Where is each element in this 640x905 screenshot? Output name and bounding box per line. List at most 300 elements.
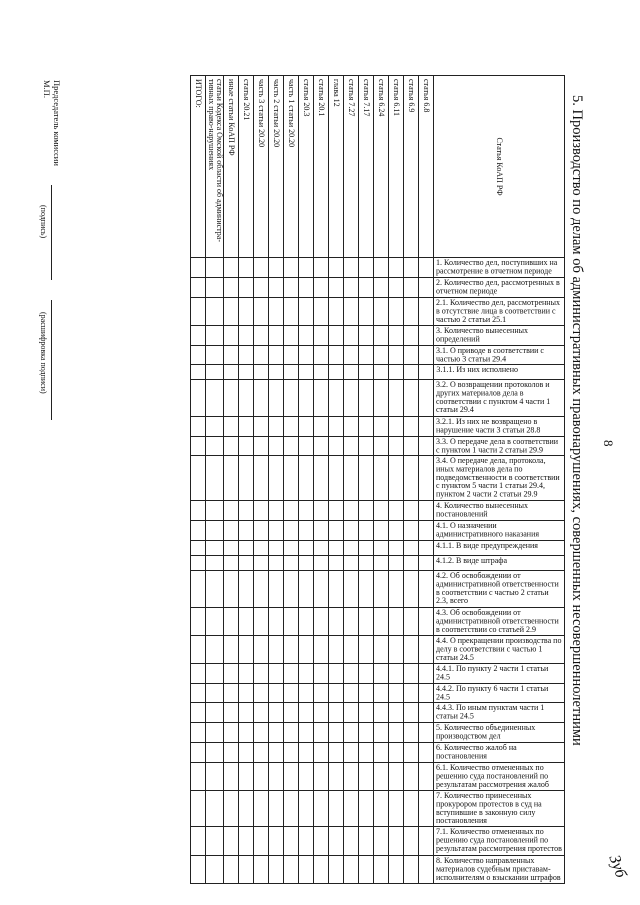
data-cell[interactable] [329,570,344,607]
data-cell[interactable] [329,380,344,417]
data-cell[interactable] [254,723,269,743]
data-cell[interactable] [344,365,359,380]
data-cell[interactable] [329,790,344,827]
data-cell[interactable] [359,258,374,278]
data-cell[interactable] [254,345,269,365]
data-cell[interactable] [269,663,284,683]
data-cell[interactable] [254,762,269,790]
data-cell[interactable] [224,365,239,380]
data-cell[interactable] [314,762,329,790]
data-cell[interactable] [224,380,239,417]
data-cell[interactable] [269,416,284,436]
data-cell[interactable] [314,607,329,635]
data-cell[interactable] [344,297,359,325]
data-cell[interactable] [404,570,419,607]
data-cell[interactable] [419,501,434,521]
data-cell[interactable] [269,790,284,827]
data-cell[interactable] [224,663,239,683]
data-cell[interactable] [284,703,299,723]
data-cell[interactable] [419,555,434,570]
data-cell[interactable] [329,635,344,663]
data-cell[interactable] [299,416,314,436]
data-cell[interactable] [239,762,254,790]
data-cell[interactable] [344,325,359,345]
data-cell[interactable] [299,365,314,380]
data-cell[interactable] [239,742,254,762]
data-cell[interactable] [206,742,224,762]
data-cell[interactable] [269,456,284,501]
data-cell[interactable] [206,555,224,570]
data-cell[interactable] [239,663,254,683]
data-cell[interactable] [314,325,329,345]
data-cell[interactable] [389,436,404,456]
data-cell[interactable] [254,790,269,827]
data-cell[interactable] [419,380,434,417]
data-cell[interactable] [254,380,269,417]
data-cell[interactable] [254,258,269,278]
data-cell[interactable] [344,663,359,683]
data-cell[interactable] [329,762,344,790]
data-cell[interactable] [269,742,284,762]
data-cell[interactable] [374,436,389,456]
data-cell[interactable] [344,345,359,365]
data-cell[interactable] [314,663,329,683]
data-cell[interactable] [389,345,404,365]
data-cell[interactable] [344,723,359,743]
data-cell[interactable] [224,436,239,456]
data-cell[interactable] [389,555,404,570]
data-cell[interactable] [329,742,344,762]
data-cell[interactable] [374,723,389,743]
data-cell[interactable] [254,683,269,703]
data-cell[interactable] [239,345,254,365]
data-cell[interactable] [191,703,206,723]
data-cell[interactable] [239,855,254,883]
data-cell[interactable] [344,258,359,278]
data-cell[interactable] [191,436,206,456]
data-cell[interactable] [254,456,269,501]
data-cell[interactable] [359,297,374,325]
data-cell[interactable] [329,277,344,297]
data-cell[interactable] [269,635,284,663]
data-cell[interactable] [374,416,389,436]
data-cell[interactable] [239,380,254,417]
data-cell[interactable] [206,683,224,703]
data-cell[interactable] [224,723,239,743]
data-cell[interactable] [344,703,359,723]
data-cell[interactable] [359,555,374,570]
data-cell[interactable] [329,456,344,501]
data-cell[interactable] [191,723,206,743]
data-cell[interactable] [206,703,224,723]
data-cell[interactable] [344,456,359,501]
data-cell[interactable] [254,540,269,555]
data-cell[interactable] [284,521,299,541]
data-cell[interactable] [191,258,206,278]
data-cell[interactable] [284,325,299,345]
data-cell[interactable] [284,635,299,663]
data-cell[interactable] [329,436,344,456]
data-cell[interactable] [404,365,419,380]
data-cell[interactable] [239,436,254,456]
data-cell[interactable] [269,501,284,521]
data-cell[interactable] [269,325,284,345]
data-cell[interactable] [206,570,224,607]
data-cell[interactable] [404,663,419,683]
data-cell[interactable] [269,540,284,555]
data-cell[interactable] [374,855,389,883]
data-cell[interactable] [254,635,269,663]
data-cell[interactable] [224,325,239,345]
data-cell[interactable] [374,790,389,827]
data-cell[interactable] [284,570,299,607]
data-cell[interactable] [389,416,404,436]
data-cell[interactable] [284,258,299,278]
data-cell[interactable] [254,277,269,297]
data-cell[interactable] [206,762,224,790]
data-cell[interactable] [254,742,269,762]
data-cell[interactable] [374,635,389,663]
data-cell[interactable] [389,827,404,855]
data-cell[interactable] [314,635,329,663]
data-cell[interactable] [284,607,299,635]
data-cell[interactable] [329,258,344,278]
data-cell[interactable] [224,683,239,703]
data-cell[interactable] [344,540,359,555]
data-cell[interactable] [359,607,374,635]
data-cell[interactable] [374,456,389,501]
data-cell[interactable] [314,790,329,827]
data-cell[interactable] [191,456,206,501]
data-cell[interactable] [314,540,329,555]
data-cell[interactable] [389,855,404,883]
data-cell[interactable] [284,416,299,436]
data-cell[interactable] [419,521,434,541]
data-cell[interactable] [314,723,329,743]
data-cell[interactable] [404,345,419,365]
data-cell[interactable] [314,703,329,723]
data-cell[interactable] [224,540,239,555]
data-cell[interactable] [254,827,269,855]
data-cell[interactable] [284,380,299,417]
data-cell[interactable] [389,635,404,663]
data-cell[interactable] [404,521,419,541]
data-cell[interactable] [344,416,359,436]
data-cell[interactable] [344,501,359,521]
data-cell[interactable] [191,297,206,325]
data-cell[interactable] [239,277,254,297]
data-cell[interactable] [206,456,224,501]
data-cell[interactable] [359,501,374,521]
data-cell[interactable] [224,297,239,325]
data-cell[interactable] [389,742,404,762]
data-cell[interactable] [206,365,224,380]
data-cell[interactable] [314,380,329,417]
data-cell[interactable] [359,325,374,345]
data-cell[interactable] [299,635,314,663]
data-cell[interactable] [239,570,254,607]
data-cell[interactable] [224,345,239,365]
data-cell[interactable] [314,855,329,883]
data-cell[interactable] [404,762,419,790]
data-cell[interactable] [191,635,206,663]
data-cell[interactable] [284,762,299,790]
data-cell[interactable] [284,742,299,762]
data-cell[interactable] [224,703,239,723]
data-cell[interactable] [374,540,389,555]
data-cell[interactable] [191,663,206,683]
data-cell[interactable] [284,540,299,555]
data-cell[interactable] [206,723,224,743]
data-cell[interactable] [239,555,254,570]
data-cell[interactable] [284,345,299,365]
data-cell[interactable] [404,540,419,555]
data-cell[interactable] [419,723,434,743]
data-cell[interactable] [299,380,314,417]
data-cell[interactable] [206,436,224,456]
data-cell[interactable] [359,365,374,380]
data-cell[interactable] [284,501,299,521]
data-cell[interactable] [299,742,314,762]
data-cell[interactable] [191,416,206,436]
data-cell[interactable] [314,501,329,521]
data-cell[interactable] [389,790,404,827]
data-cell[interactable] [254,607,269,635]
data-cell[interactable] [404,827,419,855]
data-cell[interactable] [329,345,344,365]
data-cell[interactable] [224,742,239,762]
data-cell[interactable] [254,570,269,607]
data-cell[interactable] [239,297,254,325]
data-cell[interactable] [191,501,206,521]
data-cell[interactable] [404,456,419,501]
data-cell[interactable] [224,827,239,855]
data-cell[interactable] [314,277,329,297]
data-cell[interactable] [329,607,344,635]
data-cell[interactable] [389,297,404,325]
data-cell[interactable] [224,258,239,278]
data-cell[interactable] [239,258,254,278]
data-cell[interactable] [254,663,269,683]
data-cell[interactable] [404,855,419,883]
data-cell[interactable] [254,365,269,380]
data-cell[interactable] [299,723,314,743]
data-cell[interactable] [329,501,344,521]
data-cell[interactable] [206,827,224,855]
data-cell[interactable] [359,416,374,436]
data-cell[interactable] [389,501,404,521]
data-cell[interactable] [191,540,206,555]
data-cell[interactable] [299,827,314,855]
data-cell[interactable] [344,762,359,790]
data-cell[interactable] [224,456,239,501]
data-cell[interactable] [206,521,224,541]
data-cell[interactable] [374,570,389,607]
data-cell[interactable] [404,683,419,703]
data-cell[interactable] [389,570,404,607]
data-cell[interactable] [269,723,284,743]
data-cell[interactable] [269,365,284,380]
data-cell[interactable] [404,790,419,827]
data-cell[interactable] [314,456,329,501]
data-cell[interactable] [344,827,359,855]
data-cell[interactable] [374,607,389,635]
data-cell[interactable] [299,521,314,541]
data-cell[interactable] [314,742,329,762]
data-cell[interactable] [374,663,389,683]
data-cell[interactable] [206,345,224,365]
data-cell[interactable] [344,555,359,570]
data-cell[interactable] [419,683,434,703]
data-cell[interactable] [389,258,404,278]
data-cell[interactable] [254,521,269,541]
data-cell[interactable] [314,827,329,855]
data-cell[interactable] [206,297,224,325]
data-cell[interactable] [389,325,404,345]
data-cell[interactable] [299,663,314,683]
data-cell[interactable] [284,555,299,570]
data-cell[interactable] [344,683,359,703]
data-cell[interactable] [269,380,284,417]
data-cell[interactable] [419,277,434,297]
data-cell[interactable] [314,365,329,380]
data-cell[interactable] [206,790,224,827]
data-cell[interactable] [269,762,284,790]
data-cell[interactable] [206,635,224,663]
data-cell[interactable] [191,277,206,297]
data-cell[interactable] [389,456,404,501]
data-cell[interactable] [329,325,344,345]
data-cell[interactable] [284,683,299,703]
data-cell[interactable] [254,297,269,325]
data-cell[interactable] [284,297,299,325]
data-cell[interactable] [419,258,434,278]
data-cell[interactable] [224,555,239,570]
data-cell[interactable] [284,855,299,883]
data-cell[interactable] [269,345,284,365]
data-cell[interactable] [299,258,314,278]
data-cell[interactable] [389,703,404,723]
data-cell[interactable] [269,703,284,723]
data-cell[interactable] [224,790,239,827]
data-cell[interactable] [329,416,344,436]
data-cell[interactable] [419,540,434,555]
data-cell[interactable] [299,555,314,570]
data-cell[interactable] [404,325,419,345]
data-cell[interactable] [404,277,419,297]
data-cell[interactable] [359,790,374,827]
data-cell[interactable] [299,855,314,883]
data-cell[interactable] [344,436,359,456]
data-cell[interactable] [206,540,224,555]
data-cell[interactable] [359,456,374,501]
data-cell[interactable] [389,683,404,703]
data-cell[interactable] [389,540,404,555]
data-cell[interactable] [239,540,254,555]
data-cell[interactable] [329,555,344,570]
data-cell[interactable] [374,325,389,345]
data-cell[interactable] [344,521,359,541]
data-cell[interactable] [299,762,314,790]
data-cell[interactable] [419,456,434,501]
data-cell[interactable] [389,380,404,417]
data-cell[interactable] [314,521,329,541]
data-cell[interactable] [314,555,329,570]
data-cell[interactable] [374,380,389,417]
data-cell[interactable] [206,855,224,883]
data-cell[interactable] [359,723,374,743]
data-cell[interactable] [419,663,434,683]
data-cell[interactable] [374,683,389,703]
data-cell[interactable] [239,521,254,541]
data-cell[interactable] [299,570,314,607]
data-cell[interactable] [404,742,419,762]
data-cell[interactable] [359,436,374,456]
data-cell[interactable] [224,762,239,790]
data-cell[interactable] [404,436,419,456]
data-cell[interactable] [419,297,434,325]
data-cell[interactable] [404,607,419,635]
data-cell[interactable] [269,521,284,541]
data-cell[interactable] [314,570,329,607]
data-cell[interactable] [191,521,206,541]
data-cell[interactable] [239,416,254,436]
data-cell[interactable] [269,827,284,855]
data-cell[interactable] [314,345,329,365]
data-cell[interactable] [299,436,314,456]
data-cell[interactable] [374,501,389,521]
data-cell[interactable] [404,297,419,325]
data-cell[interactable] [419,855,434,883]
data-cell[interactable] [389,723,404,743]
data-cell[interactable] [374,762,389,790]
data-cell[interactable] [206,416,224,436]
data-cell[interactable] [419,436,434,456]
data-cell[interactable] [374,345,389,365]
data-cell[interactable] [269,297,284,325]
data-cell[interactable] [254,436,269,456]
data-cell[interactable] [344,277,359,297]
data-cell[interactable] [299,277,314,297]
data-cell[interactable] [389,521,404,541]
data-cell[interactable] [269,555,284,570]
data-cell[interactable] [329,855,344,883]
data-cell[interactable] [329,827,344,855]
data-cell[interactable] [191,570,206,607]
data-cell[interactable] [269,258,284,278]
data-cell[interactable] [239,635,254,663]
data-cell[interactable] [284,365,299,380]
data-cell[interactable] [269,277,284,297]
data-cell[interactable] [254,555,269,570]
data-cell[interactable] [419,345,434,365]
data-cell[interactable] [206,663,224,683]
data-cell[interactable] [359,855,374,883]
data-cell[interactable] [191,380,206,417]
data-cell[interactable] [344,380,359,417]
data-cell[interactable] [224,416,239,436]
data-cell[interactable] [344,855,359,883]
data-cell[interactable] [329,540,344,555]
data-cell[interactable] [359,683,374,703]
data-cell[interactable] [191,607,206,635]
data-cell[interactable] [374,703,389,723]
data-cell[interactable] [254,703,269,723]
data-cell[interactable] [404,635,419,663]
data-cell[interactable] [224,607,239,635]
data-cell[interactable] [299,683,314,703]
data-cell[interactable] [374,365,389,380]
